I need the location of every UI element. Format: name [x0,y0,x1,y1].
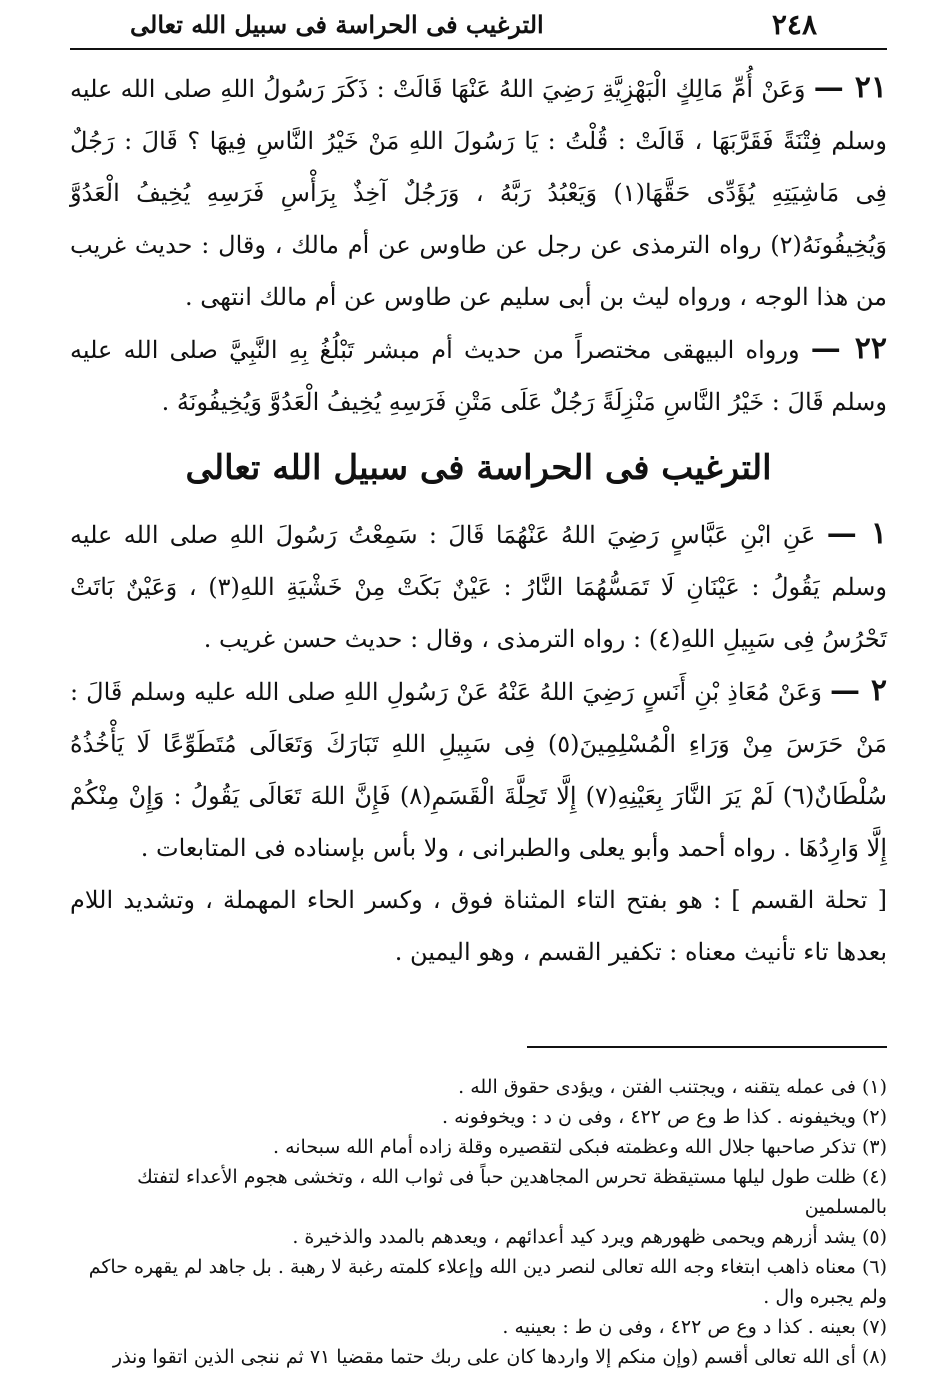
page-number: ٢٤٨ [771,7,817,41]
footnote-text: بعينه . كذا د وع ص ٤٢٢ ، وفى ن ط : بعينيه . [502,1316,856,1338]
hadith-1 [70,508,887,665]
footnote-item [70,1072,887,1102]
hadith-text: وَعَنْ أُمِّ مَالِكٍ الْبَهْزِيَّةِ رَضِيَ اللهُ عَنْهَا قَالَتْ : ذَكَرَ رَسُولُ اللهِ صلى الله عليه وسلم فِتْنَةً فَقَرَّبَهَا ، قَالَتْ : قُلْتُ : يَا رَسُولَ اللهِ مَنْ خَيْرُ النَّاسِ فِيهَا ؟ قَالَ : رَجُلٌ فِى مَاشِيَتِهِ يُؤَدِّى حَقَّهَا(١) وَيَعْبُدُ رَبَّهُ ، وَرَجُلٌ آخِذٌ بِرَأْسِ فَرَسِهِ يُخِيفُ الْعَدُوَّ وَيُخِيفُونَهُ(٢) رواه الترمذى عن رجل عن طاوس عن أم مالك ، وقال : حديث غريب من هذا الوجه ، ورواه ليث بن أبى سليم عن طاوس عن أم مالك انتهى . [70,75,887,311]
footnote-text: ظلت طول ليلها مستيقظة تحرس المجاهدين حباً فى ثواب الله ، وتخشى هجوم الأعداء لتفتك بالمسلمين [137,1166,887,1218]
footnote-item [70,1222,887,1252]
footnote-number: (٢) [861,1106,887,1128]
footnotes [70,1072,887,1372]
footnote-number: (٤) [861,1166,887,1188]
hadith-number: ١ — [826,516,887,551]
hadith-2 [70,665,887,874]
footnote-item [70,1342,887,1372]
hadith-21 [70,62,887,323]
footnote-number: (٥) [861,1226,887,1248]
footnote-item [70,1312,887,1342]
footnote-separator [527,1046,887,1048]
footnote-text: يشد أزرهم ويحمى ظهورهم ويرد كيد أعدائهم ، ويعدهم بالمدد والذخيرة . [292,1226,856,1248]
hadith-22 [70,323,887,428]
footnote-text: معناه ذاهب ابتغاء وجه الله تعالى لنصر دين الله وإعلاء كلمته رغبة لا رهبة . بل جاهد لم يقهره حاكم ولم يجبره وال . [88,1256,887,1308]
running-title: الترغيب فى الحراسة فى سبيل الله تعالى [130,9,544,39]
footnote-item [70,1102,887,1132]
footnote-item [70,1162,887,1222]
main-text [70,62,887,978]
footnote-text: تذكر صاحبها جلال الله وعظمته فبكى لتقصيره وقلة زاده أمام الله سبحانه . [272,1136,856,1158]
footnote-number: (٨) [861,1346,887,1368]
hadith-number: ٢ — [829,673,887,708]
section-title: الترغيب فى الحراسة فى سبيل الله تعالى [185,448,772,488]
hadith-number: ٢١ — [813,70,887,105]
hadith-text: وَعَنْ مُعَاذِ بْنِ أَنَسٍ رَضِيَ اللهُ عَنْهُ عَنْ رَسُولِ اللهِ صلى الله عليه وسلم قَالَ : مَنْ حَرَسَ مِنْ وَرَاءِ الْمُسْلِمِينَ(٥) فِى سَبِيلِ اللهِ تَبَارَكَ وَتَعَالَى مُتَطَوِّعًا لَا يَأْخُذُهُ سُلْطَانٌ(٦) لَمْ يَرَ النَّارَ بِعَيْنِهِ(٧) إِلَّا تَحِلَّةَ الْقَسَمِ(٨) فَإِنَّ اللهَ تَعَالَى يَقُولُ : وَإِنْ مِنْكُمْ إِلَّا وَارِدُهَا . رواه أحمد وأبو يعلى والطبرانى ، ولا بأس بإسناده فى المتابعات . [70,678,887,862]
footnote-number: (٣) [861,1136,887,1158]
footnote-number: (١) [861,1076,887,1098]
footnote-item [70,1132,887,1162]
footnote-number: (٦) [861,1256,887,1278]
hadith-text: ورواه البيهقى مختصراً من حديث أم مبشر تَبْلُغُ بِهِ النَّبِيَّ صلى الله عليه وسلم قَالَ : خَيْرُ النَّاسِ مَنْزِلَةً رَجُلٌ عَلَى مَتْنِ فَرَسِهِ يُخِيفُ الْعَدُوَّ وَيُخِيفُونَهُ . [70,336,887,416]
explanatory-note: [ تحلة القسم ] : هو بفتح التاء المثناة فوق ، وكسر الحاء المهملة ، وتشديد اللام بعدها تاء تأنيث معناه : تكفير القسم ، وهو اليمين . [70,886,887,966]
footnote-text: فى عمله يتقنه ، ويجتنب الفتن ، ويؤدى حقوق الله . [458,1076,856,1098]
footnote-text: ويخيفونه . كذا ط وع ص ٤٢٢ ، وفى ن د : ويخوفونه . [442,1106,856,1128]
hadith-number: ٢٢ — [810,331,887,366]
page-header [70,0,887,50]
footnote-text: أى الله تعالى أقسم (وإن منكم إلا واردها كان على ربك حتما مقضيا ٧١ ثم ننجى الذين اتقوا ونذر [112,1346,856,1368]
footnote-item [70,1252,887,1312]
footnote-number: (٧) [861,1316,887,1338]
hadith-text: عَنِ ابْنِ عَبَّاسٍ رَضِيَ اللهُ عَنْهُمَا قَالَ : سَمِعْتُ رَسُولَ اللهِ صلى الله عليه وسلم يَقُولُ : عَيْنَانِ لَا تَمَسُّهُمَا النَّارُ : عَيْنٌ بَكَتْ مِنْ خَشْيَةِ اللهِ(٣) ، وَعَيْنٌ بَاتَتْ تَحْرُسُ فِى سَبِيلِ اللهِ(٤) : رواه الترمذى ، وقال : حديث حسن غريب . [70,521,888,653]
